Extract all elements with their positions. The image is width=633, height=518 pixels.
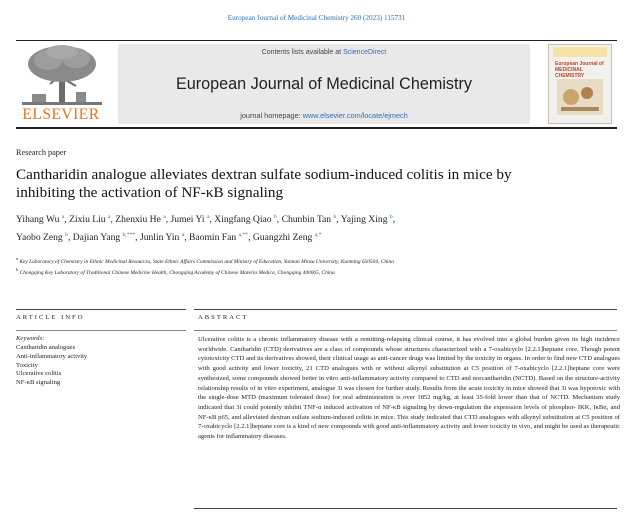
author[interactable]: Chunbin Tan $^b$	[281, 214, 337, 226]
abstract-top-rule	[194, 309, 617, 310]
author[interactable]: Guangzhi Zeng $^{a,*}$	[252, 231, 322, 243]
journal-homepage-link[interactable]: www.elsevier.com/locate/ejmech	[302, 111, 408, 120]
keyword-item: NF-κB signaling	[16, 379, 61, 387]
journal-cover-thumbnail[interactable]	[548, 44, 612, 124]
keyword-item: Toxicity	[16, 361, 38, 369]
article-title: Cantharidin analogue alleviates dextran sulfate sodium-induced colitis in mice by inhibiting the activation of NF-κB signaling	[16, 166, 512, 201]
contents-prefix: Contents lists available at	[261, 49, 344, 56]
author[interactable]: Junlin Yin $^a$	[139, 231, 185, 243]
homepage-line	[118, 111, 530, 120]
journal-citation[interactable]: European Journal of Medicinal Chemistry 260 (2023) 115731	[227, 14, 406, 22]
contents-line	[118, 49, 530, 56]
keywords-list	[16, 344, 186, 388]
author[interactable]: Yajing Xing $^b$	[340, 214, 393, 226]
article-info-heading: ARTICLE INFO	[16, 314, 85, 321]
keyword-item: Anti-inflammatory activity	[16, 352, 88, 360]
header-top-rule	[16, 40, 617, 41]
homepage-prefix: journal homepage:	[240, 111, 303, 120]
elsevier-wordmark: ELSEVIER	[22, 106, 100, 123]
affiliation-a: $^a$ Key Laboratory of Chemistry in Ethnic Medicinal Resources, State Ethnic Affairs Commission and Ministry of Education, Yunnan Minzu University, Kunming 650504, China	[16, 256, 394, 265]
article-info-top-rule	[16, 309, 186, 310]
abstract-bottom-rule	[194, 508, 617, 509]
keyword-item: Cantharidin analogues	[16, 344, 76, 351]
elsevier-logo[interactable]	[16, 44, 106, 126]
header-bottom-rule	[16, 127, 617, 129]
author[interactable]: Dajian Yang $^{b,***}$	[72, 231, 136, 243]
article-type: Research paper	[16, 148, 67, 157]
keywords-label: Keywords:	[16, 335, 45, 342]
author[interactable]: Yihang Wu $^a$	[16, 214, 65, 226]
abstract-heading: ABSTRACT	[198, 314, 249, 321]
journal-masthead	[118, 44, 530, 124]
author[interactable]: Zhenxiu He $^a$	[115, 214, 166, 226]
article-info-sub-rule	[16, 330, 186, 331]
cover-artwork-icon	[557, 79, 603, 115]
sciencedirect-link[interactable]: ScienceDirect	[343, 49, 387, 56]
author-list: Yihang Wu $^a$, Zixiu Liu $^a$, Zhenxiu He $^a$, Jumei Yi $^a$, Xingfang Qiao $^b$, Chunbin Tan $^b$, Yajing Xing $^b$, Yaobo Zeng $^b$, Dajian Yang $^{b,***}$, Junlin Yin $^a$, Baomin Fan $^{a,**}$, Guangzhi Zeng $^{a,*}$	[16, 214, 396, 243]
author[interactable]: Xingfang Qiao $^b$	[214, 214, 277, 226]
cover-band	[553, 47, 607, 57]
author[interactable]: Yaobo Zeng $^b$	[16, 231, 68, 243]
cover-title: European Journal of MEDICINAL CHEMISTRY	[555, 61, 604, 79]
keyword-item: Ulcerative colitis	[16, 370, 62, 378]
author[interactable]: Zixiu Liu $^a$	[69, 214, 111, 226]
journal-title: European Journal of Medicinal Chemistry	[175, 75, 472, 93]
elsevier-tree-icon	[22, 44, 102, 106]
abstract-text: Ulcerative colitis is a chronic inflammatory disease with a remitting-relapsing clinical course, it has evolved into a global burden given its high incidence worldwide. Cantharidin (CTD) derivatives are a class of compounds whose structures characterized with a 7-oxabicyclo [2.2.1]heptane core. Though potent cytotoxicity CTD and its derivatives showed, their clinical usage as anti-cancer drugs was limited by the toxicity in organs. In order to find new CTD analogues with good activity and lower toxicity, 21 CTD analogues with or without alkynyl substitution at C5 position of 7-oxabicyclo [2.2.1]heptane core were synthesized, some compounds showed better in vitro anti-inflammatory activity compared to CTD and norcantharidin (NCTD). Based on the structure-activity relationship results of in vitro experiment, analogue 3i was chosen for further study. Results from the acute toxicity in mice showed that 3i was hypotoxic with the single-dose MTD (maximum tolerated dose) for oral administration is over 1852 mg/kg, at least 35-fold lower than that of NCTD. Mechanism study indicated that 3i could potently inhibit TNF-α induced activation of NF-κB signaling by down-regulation the expression levels of phosphor- IKK, IκBα, and NF-κB p65, and alleviated dextran sulfate sodium-induced colitis in mice. This study indicated that CTD analogues with alkynyl substitution at C5 position of 7-oxabicyclo [2.2.1]heptane core is a kind of new compounds with good anti-inflammatory activity and lower toxicity in vivo, and might be used as therapeutic agents for inflammatory diseases.	[198, 336, 620, 441]
affiliations	[16, 255, 556, 278]
author[interactable]: Jumei Yi $^a$	[170, 214, 210, 226]
author[interactable]: Baomin Fan $^{a,**}$	[189, 231, 249, 243]
affiliation-b: $^b$ Chongqing Key Laboratory of Traditional Chinese Medicine Health, Chongqing Academy of Chinese Materia Medica, Chongqing 400065, China	[16, 267, 335, 277]
abstract-sub-rule	[194, 330, 617, 331]
